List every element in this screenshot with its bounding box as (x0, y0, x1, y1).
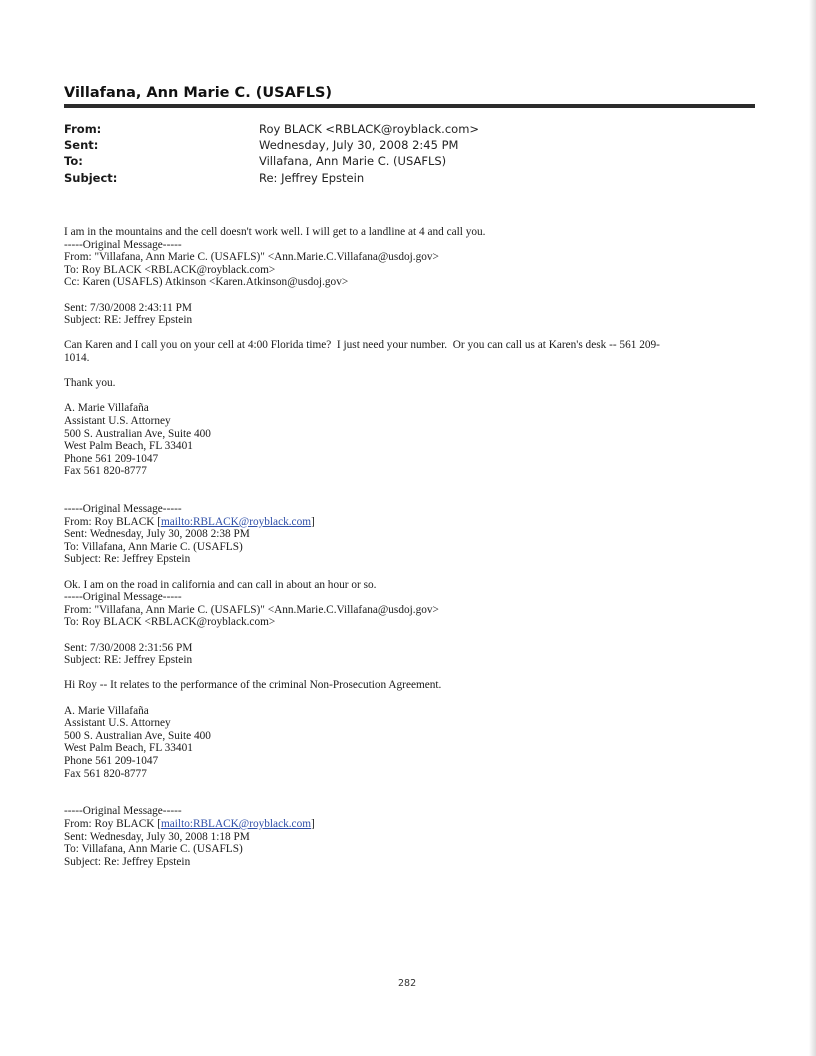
signature-city: West Palm Beach, FL 33401 (64, 742, 193, 755)
original-from (64, 818, 754, 831)
from-suffix: ] (311, 817, 315, 830)
sent-row (64, 137, 664, 153)
original-subject: Subject: RE: Jeffrey Epstein (64, 314, 193, 327)
signature-phone: Phone 561 209-1047 (64, 452, 159, 465)
original-from (64, 516, 754, 529)
message-text-line: 1014. (64, 351, 90, 364)
original-sent: Sent: 7/30/2008 2:43:11 PM (64, 301, 192, 314)
to-value: Villafana, Ann Marie C. (USAFLS) (259, 154, 447, 169)
email-header-fields (64, 121, 664, 186)
signature-address: 500 S. Australian Ave, Suite 400 (64, 427, 211, 440)
message-text-line: Can Karen and I call you on your cell at 4:00 Florida time? I just need your number. Or you can call us at Karen's desk -- 561 209- (64, 339, 660, 352)
subject-value: Re: Jeffrey Epstein (259, 170, 365, 185)
original-subject: Subject: RE: Jeffrey Epstein (64, 654, 193, 667)
original-sent: Sent: Wednesday, July 30, 2008 2:38 PM (64, 528, 250, 541)
from-prefix: From: Roy BLACK [ (64, 515, 161, 528)
original-cc: Cc: Karen (USAFLS) Atkinson <Karen.Atkinson@usdoj.gov> (64, 276, 349, 289)
signature-title: Assistant U.S. Attorney (64, 717, 171, 730)
scan-edge-shadow (809, 0, 816, 1056)
signature-name: A. Marie Villafaña (64, 402, 149, 415)
reply-text: I am in the mountains and the cell doesn't work well. I will get to a landline at 4 and call you. (64, 226, 486, 238)
subject-label: Subject: (64, 170, 118, 185)
mailto-link[interactable]: mailto:RBLACK@royblack.com (160, 515, 312, 528)
signature-name: A. Marie Villafaña (64, 704, 149, 717)
original-sent: Sent: Wednesday, July 30, 2008 1:18 PM (64, 830, 250, 843)
original-to: To: Roy BLACK <RBLACK@royblack.com> (64, 616, 276, 629)
signature-city: West Palm Beach, FL 33401 (64, 440, 193, 453)
thanks-text: Thank you. (64, 377, 116, 390)
original-message-divider: -----Original Message----- (64, 591, 182, 604)
signature-address: 500 S. Australian Ave, Suite 400 (64, 729, 211, 742)
original-to: To: Villafana, Ann Marie C. (USAFLS) (64, 540, 243, 553)
message-text: Hi Roy -- It relates to the performance of the criminal Non-Prosecution Agreement. (64, 679, 442, 692)
signature-fax: Fax 561 820-8777 (64, 465, 147, 478)
signature-phone: Phone 561 209-1047 (64, 754, 159, 767)
mailbox-owner-name: Villafana, Ann Marie C. (USAFLS) (64, 85, 333, 101)
original-subject: Subject: Re: Jeffrey Epstein (64, 855, 191, 868)
page-number: 282 (398, 978, 417, 989)
sent-value: Wednesday, July 30, 2008 2:45 PM (259, 138, 459, 153)
header-divider (64, 104, 755, 108)
original-message-divider: -----Original Message----- (64, 503, 182, 516)
original-sent: Sent: 7/30/2008 2:31:56 PM (64, 641, 193, 654)
from-value: Roy BLACK <RBLACK@royblack.com> (259, 122, 480, 136)
to-row (64, 153, 664, 169)
original-subject: Subject: Re: Jeffrey Epstein (64, 553, 191, 566)
from-prefix: From: Roy BLACK [ (64, 817, 161, 830)
signature-title: Assistant U.S. Attorney (64, 414, 171, 427)
signature-fax: Fax 561 820-8777 (64, 767, 147, 780)
original-from: From: "Villafana, Ann Marie C. (USAFLS)" <Ann.Marie.C.Villafana@usdoj.gov> (64, 251, 439, 264)
original-to: To: Roy BLACK <RBLACK@royblack.com> (64, 263, 276, 276)
to-label: To: (64, 154, 83, 169)
subject-row (64, 170, 664, 186)
original-from: From: "Villafana, Ann Marie C. (USAFLS)" <Ann.Marie.C.Villafana@usdoj.gov> (64, 603, 439, 616)
email-body (64, 226, 754, 868)
from-suffix: ] (311, 515, 315, 528)
original-message-divider: -----Original Message----- (64, 238, 182, 251)
sent-label: Sent: (64, 138, 99, 153)
original-to: To: Villafana, Ann Marie C. (USAFLS) (64, 843, 243, 856)
from-label: From: (64, 122, 102, 136)
from-row (64, 121, 664, 137)
original-message-divider: -----Original Message----- (64, 805, 182, 818)
mailto-link[interactable]: mailto:RBLACK@royblack.com (160, 817, 312, 830)
message-text: Ok. I am on the road in california and can call in about an hour or so. (64, 578, 377, 591)
